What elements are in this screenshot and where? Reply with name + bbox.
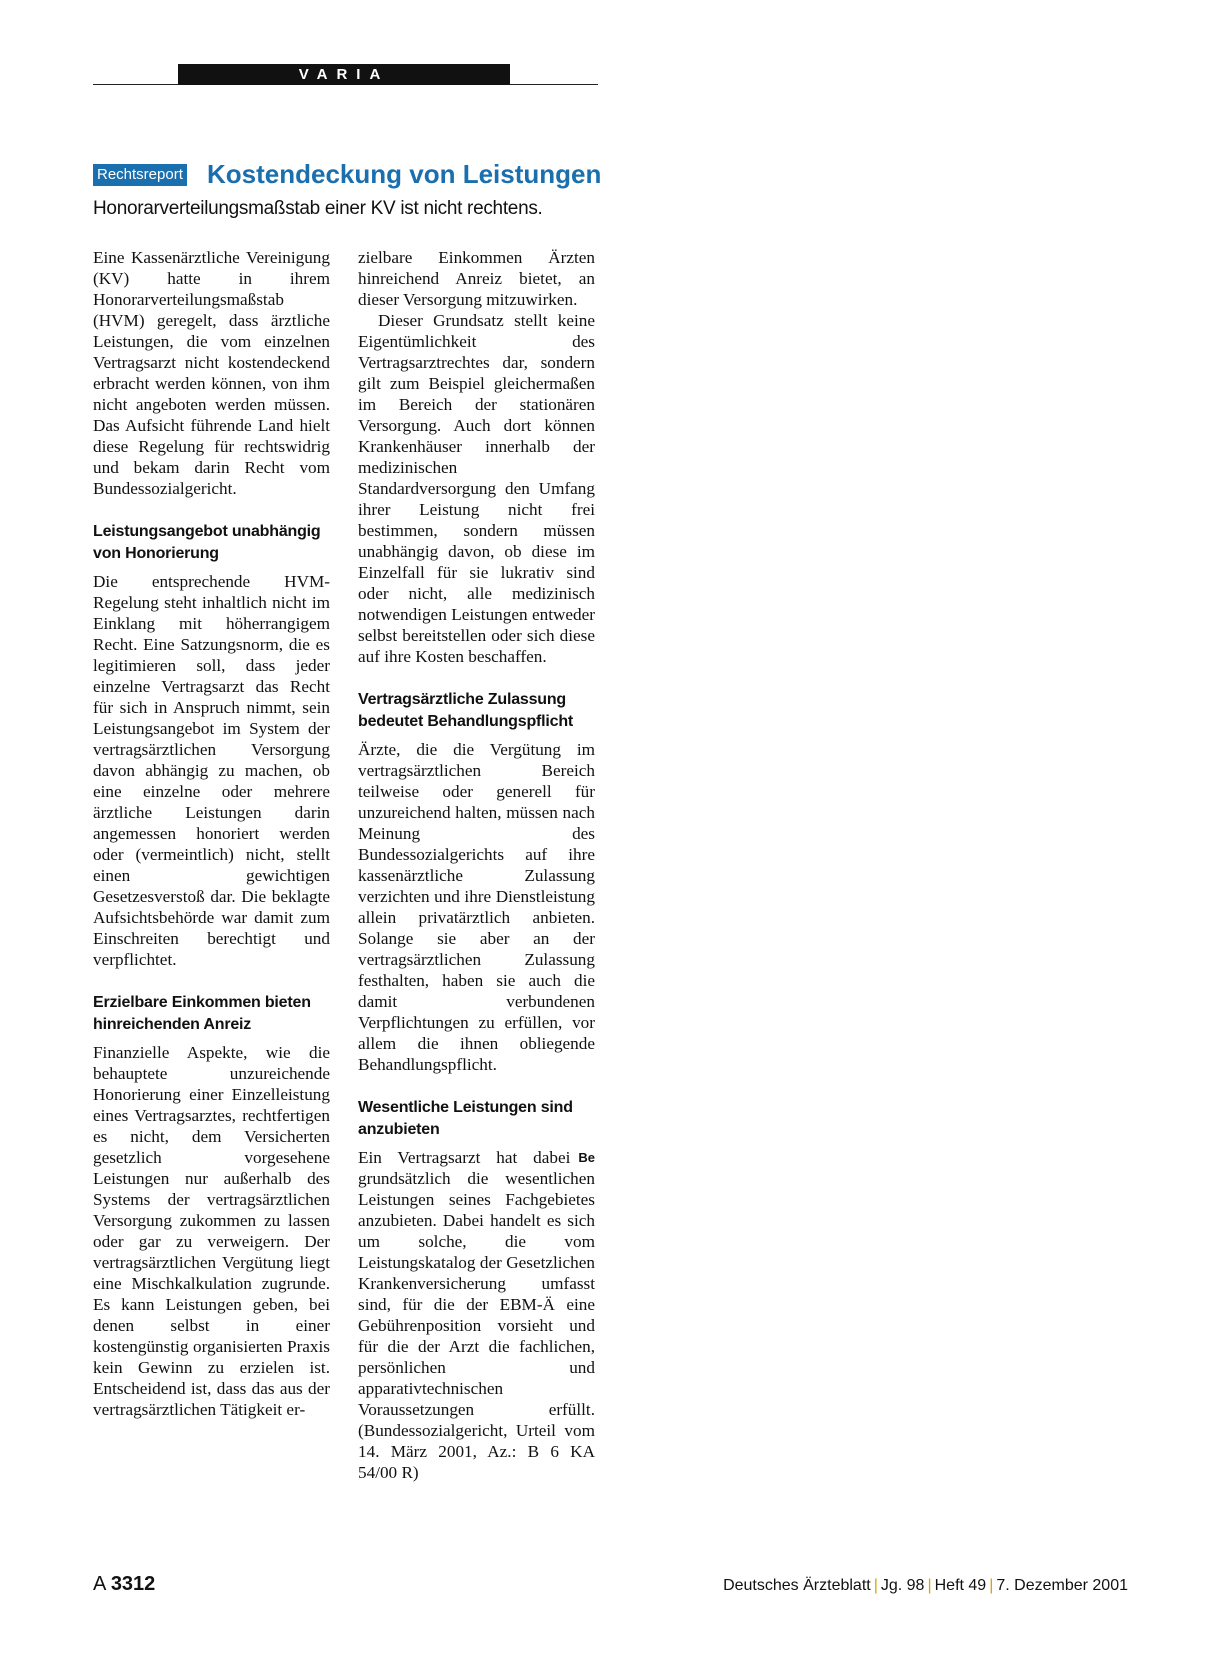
column-right <box>358 247 595 1483</box>
separator: | <box>989 1577 994 1594</box>
body-paragraph: Die entsprechende HVM-Regelung steht inhaltlich nicht im Einklang mit höherrangigem Recht. Eine Satzungsnorm, die es legitimieren soll, dass jeder einzelne Vertragsarzt das Recht für sich in Anspruch nimmt, sein Leistungsangebot im System der vertragsärztlichen Versorgung davon abhängig zu machen, ob eine einzelne oder mehrere ärztliche Leistungen darin angemessen honoriert werden oder (vermeintlich) nicht, stellt einen gewichtigen Gesetzesverstoß dar. Die beklagte Aufsichtsbehörde war damit zum Einschreiten berechtigt und verpflichtet. <box>93 572 330 969</box>
kicker-badge: Rechtsreport <box>93 164 187 186</box>
subheading-wesentliche-leistungen: Wesentliche Leistungen sind anzubieten <box>358 1099 573 1138</box>
page-prefix: A <box>93 1573 106 1595</box>
journal-volume: Jg. 98 <box>880 1577 925 1594</box>
author-signature: Be <box>578 1150 595 1165</box>
subheading-leistungsangebot: Leistungsangebot unabhängig von Honorierung <box>93 523 321 562</box>
subheading-erzielbare-einkommen: Erzielbare Einkommen bieten hinreichenden Anreiz <box>93 994 311 1033</box>
intro-paragraph: Eine Kassenärztliche Vereinigung (KV) hatte in ihrem Honorarverteilungsmaßstab (HVM) geregelt, dass ärztliche Leistungen, die vom einzelnen Vertragsarzt nicht kostendeckend erbracht werden können, von ihm nicht angeboten werden müssen. Das Aufsicht führende Land hielt diese Regelung für rechtswidrig und bekam darin Recht vom Bundessozialgericht. <box>93 248 330 498</box>
journal-date: 7. Dezember 2001 <box>996 1577 1128 1594</box>
body-paragraph: Ärzte, die die Vergütung im vertragsärztlichen Bereich teilweise oder generell für unzureichend halten, müssen nach Meinung des Bundessozialgerichts auf ihre kassenärztliche Zulassung verzichten und ihre Dienstleistung allein privatärztlich anbieten. Solange sie aber an der vertragsärztlichen Zulassung festhalten, haben sie auch die damit verbundenen Verpflichtungen zu erfüllen, vor allem die ihnen obliegende Behandlungspflicht. <box>358 740 595 1074</box>
journal-footer <box>723 1575 1128 1597</box>
journal-issue: Heft 49 <box>934 1577 987 1594</box>
article-subtitle: Honorarverteilungsmaßstab einer KV ist nicht rechtens. <box>93 198 543 219</box>
body-paragraph <box>358 1147 595 1483</box>
separator: | <box>927 1577 932 1594</box>
page-number-value: 3312 <box>110 1573 156 1595</box>
journal-name: Deutsches Ärzteblatt <box>723 1577 871 1594</box>
subheading-zulassung: Vertragsärztliche Zulassung bedeutet Behandlungspflicht <box>358 691 574 730</box>
page-number <box>93 1571 155 1597</box>
final-paragraph-text: Ein Vertragsarzt hat dabei grundsätzlich die wesentlichen Leistungen seines Fachgebietes anzubieten. Dabei handelt es sich um solche, die vom Leistungskatalog der Gesetzlichen Krankenversicherung umfasst sind, für die der EBM-Ä eine Gebührenposition vorsieht und für die der Arzt die fachlichen, persönlichen und apparativtechnischen Voraussetzungen erfüllt. (Bundessozialgericht, Urteil vom 14. März 2001, Az.: B 6 KA 54/00 R) <box>358 1148 595 1482</box>
body-paragraph: Dieser Grundsatz stellt keine Eigentümlichkeit des Vertragsarztrechtes dar, sondern gilt zum Beispiel gleichermaßen im Bereich der stationären Versorgung. Auch dort können Krankenhäuser innerhalb der medizinischen Standardversorgung den Umfang ihrer Leistung nicht frei bestimmen, sondern müssen unabhängig davon, ob diese im Einzelfall für sie lukrativ sind oder nicht, alle medizinisch notwendigen Leistungen entweder selbst bereitstellen oder sich diese auf ihre Kosten beschaffen. <box>358 311 595 666</box>
column-left <box>93 247 330 1420</box>
article-headline: Kostendeckung von Leistungen <box>207 159 602 189</box>
separator: | <box>873 1577 878 1594</box>
body-paragraph: Finanzielle Aspekte, wie die behauptete unzureichende Honorierung einer Einzelleistung eines Vertragsarztes, rechtfertigen es nicht, dem Versicherten gesetzlich vorgesehene Leistungen nur außerhalb des Systems der vertragsärztlichen Versorgung zukommen zu lassen oder gar zu verweigern. Der vertragsärztlichen Vergütung liegt eine Mischkalkulation zugrunde. Es kann Leistungen geben, bei denen selbst in einer kostengünstig organisierten Praxis kein Gewinn zu erzielen ist. Entscheidend ist, dass das aus der vertragsärztlichen Tätigkeit er- <box>93 1043 330 1419</box>
section-label: VARIA <box>178 64 510 85</box>
body-paragraph: zielbare Einkommen Ärzten hinreichend Anreiz bietet, an dieser Versorgung mitzuwirken. <box>358 248 595 309</box>
